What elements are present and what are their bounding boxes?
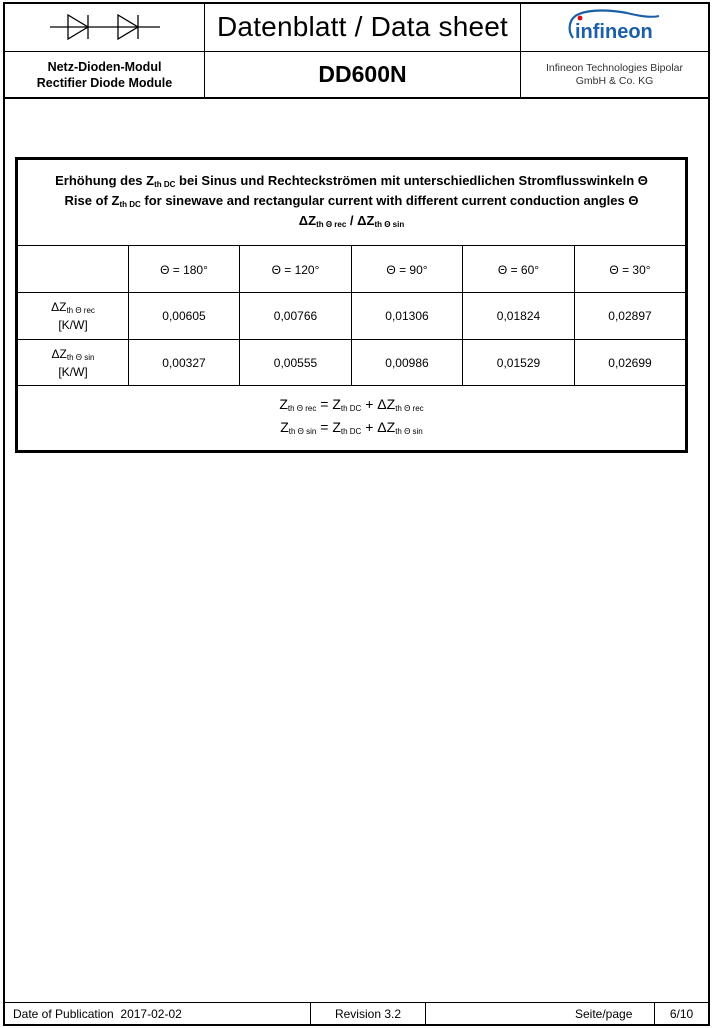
table-heading: [18, 160, 685, 246]
page-number: 6/10: [669, 1006, 694, 1021]
column-header: Θ = 120°: [271, 262, 320, 277]
infineon-logo-icon: [565, 8, 665, 48]
table-cell: 0,02897: [608, 309, 652, 323]
heading-en: Rise of $Z_{th DC}$ for sinewave and rectangular current with different current conduction angles Θ: [64, 192, 639, 209]
row-label-sin: $\Delta Z_{th \Theta sin}$ [K/W]: [51, 346, 95, 379]
row-label-rec: $\Delta Z_{th \Theta rec}$ [K/W]: [51, 300, 95, 332]
table-cell: 0,01824: [496, 309, 541, 323]
column-header: Θ = 90°: [386, 262, 428, 277]
table-cell: 0,00555: [273, 355, 318, 370]
model-number: DD600N: [318, 61, 407, 87]
column-header: Θ = 60°: [497, 262, 540, 277]
footer-divider: [425, 1003, 426, 1024]
revision: Revision 3.2: [334, 1006, 402, 1021]
table-cell: 0,01529: [496, 355, 541, 370]
table-cell: 0,00766: [273, 309, 318, 323]
module-type-en: Rectifier Diode Module: [36, 75, 173, 90]
table-cell: 0,00986: [385, 355, 429, 370]
company-line-1: Infineon Technologies Bipolar: [546, 61, 683, 74]
table-cell: 0,01306: [385, 309, 429, 323]
page-footer: [5, 1002, 708, 1024]
formula-rec: $Z_{th \Theta rec} = Z_{th DC} + \Delta Z_{th \Theta rec}$: [279, 396, 424, 413]
page-label: Seite/page: [575, 1006, 633, 1021]
diode-pair-icon: [50, 10, 160, 44]
table-cell: 0,00605: [162, 309, 206, 323]
column-header: Θ = 180°: [160, 262, 208, 277]
thermal-impedance-table: [15, 157, 688, 453]
logo-text: infineon: [575, 21, 653, 43]
diode-symbol-cell: [5, 4, 204, 51]
heading-symbols: $\Delta Z_{th \Theta rec} / \Delta Z_{th \Theta sin}$: [298, 212, 405, 229]
table-cell: 0,00327: [162, 355, 206, 370]
company-line-2: GmbH & Co. KG: [575, 74, 654, 87]
company-name: [521, 52, 708, 97]
column-header: Θ = 30°: [609, 262, 651, 277]
formula-sin: $Z_{th \Theta sin} = Z_{th DC} + \Delta Z_{th \Theta sin}$: [280, 419, 423, 436]
module-type-de: Netz-Dioden-Modul: [47, 59, 162, 74]
module-type: [5, 52, 204, 97]
publication-date: Date of Publication 2017-02-02: [13, 1006, 182, 1021]
page-title: Datenblatt / Data sheet: [217, 11, 508, 42]
heading-de: Erhöhung des $Z_{th DC}$ bei Sinus und Rechteckströmen mit unterschiedlichen Stromflusswinkeln Θ: [55, 172, 648, 189]
formula-block: [18, 386, 685, 450]
infineon-logo: [521, 4, 708, 51]
header-divider: [5, 97, 708, 99]
table-cell: 0,02699: [608, 355, 652, 370]
page-frame: [3, 2, 710, 1026]
